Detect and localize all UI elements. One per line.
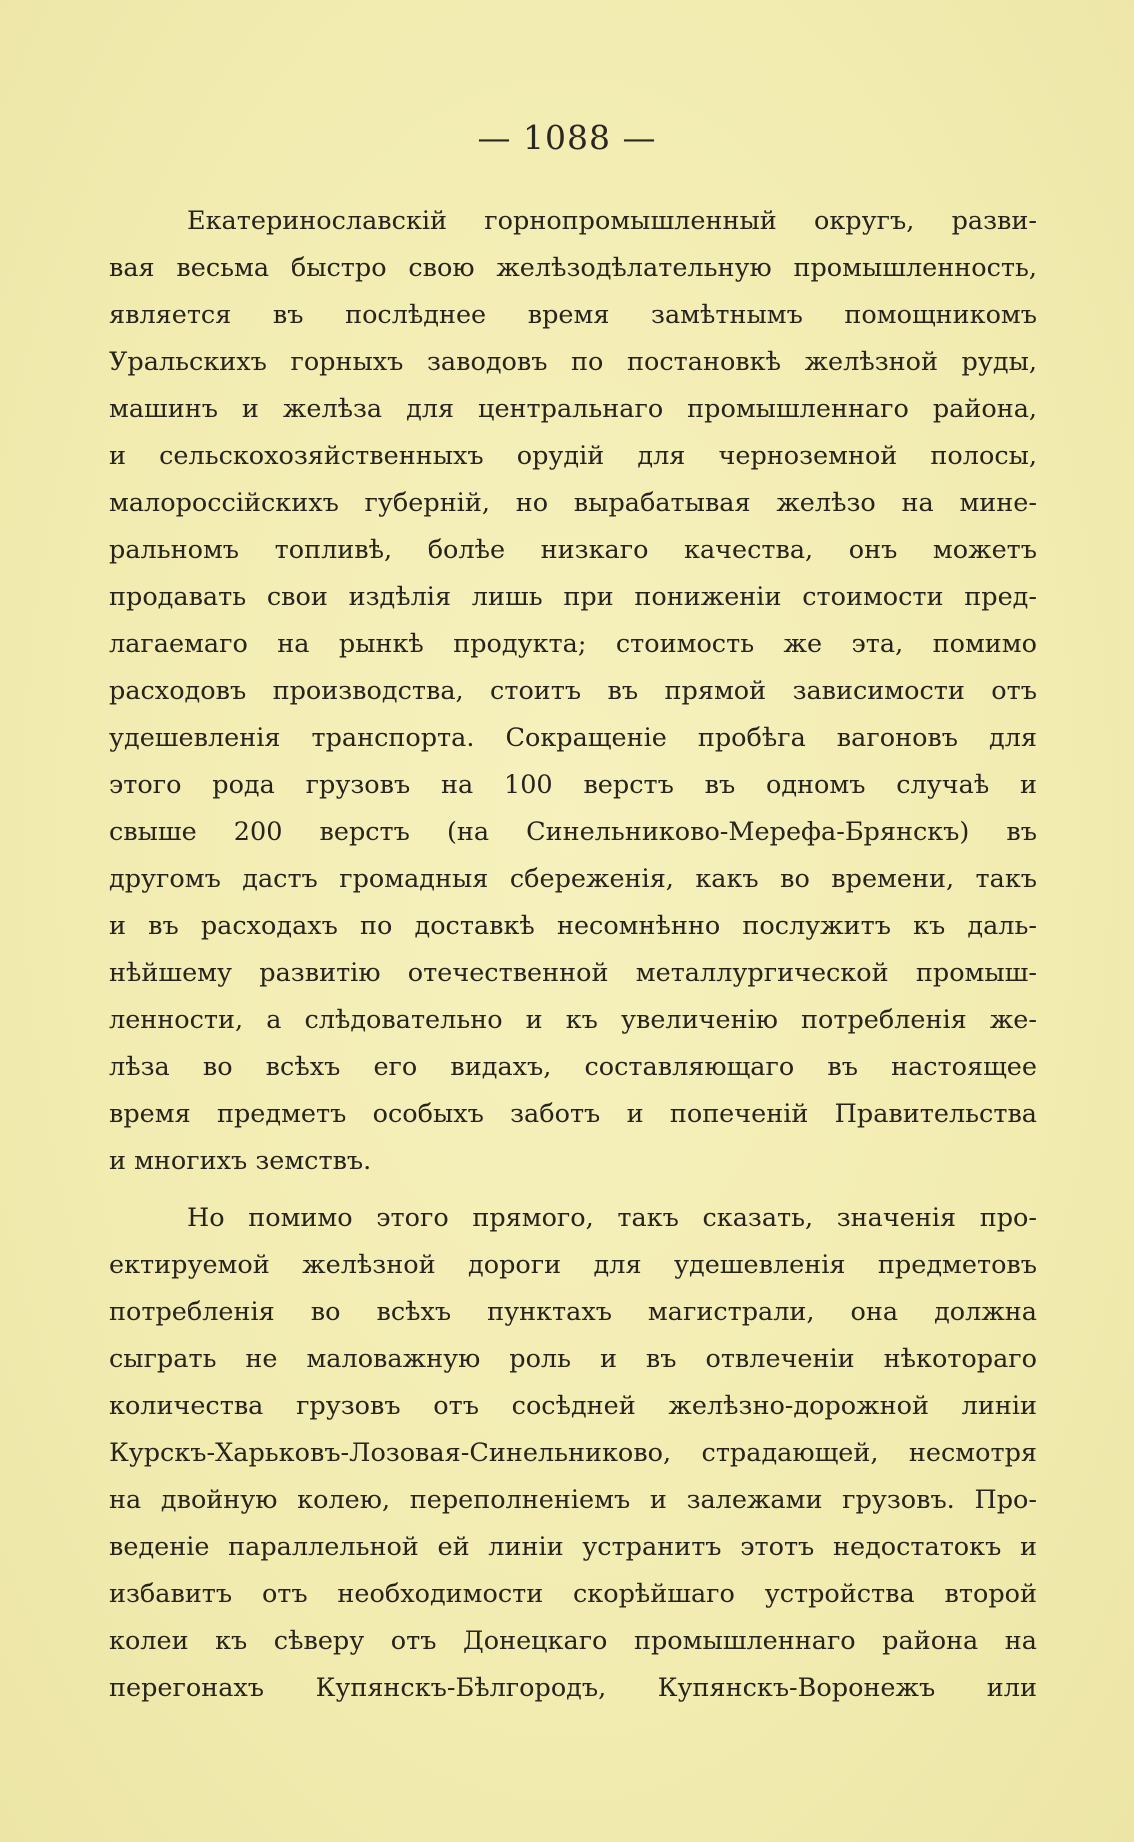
text-line: свыше 200 верстъ (на Синельниково-Мерефа-Брянскъ) въ xyxy=(109,817,1037,847)
text-line: малороссійскихъ губерній, но вырабатывая желѣзо на мине- xyxy=(109,488,1037,518)
text-line: нѣйшему развитію отечественной металлургической промыш- xyxy=(109,958,1037,988)
text-line: время предметъ особыхъ заботъ и попеченій Правительства xyxy=(109,1099,1037,1129)
text-line: на двойную колею, переполненіемъ и залежами грузовъ. Про- xyxy=(109,1485,1037,1515)
text-line: и сельскохозяйственныхъ орудій для черноземной полосы, xyxy=(109,441,1037,471)
text-line: Екатеринославскій горнопромышленный округъ, разви- xyxy=(187,206,1037,236)
text-line: расходовъ производства, стоитъ въ прямой зависимости отъ xyxy=(109,676,1037,706)
text-line: ленности, а слѣдовательно и къ увеличенію потребленія же- xyxy=(109,1005,1037,1035)
text-line: потребленія во всѣхъ пунктахъ магистрали, она должна xyxy=(109,1297,1037,1327)
text-line: и многихъ земствъ. xyxy=(109,1146,372,1176)
text-line: ральномъ топливѣ, болѣе низкаго качества, онъ можетъ xyxy=(109,535,1037,565)
text-line: вая весьма быстро свою желѣзодѣлательную промышленность, xyxy=(109,253,1037,283)
text-line: является въ послѣднее время замѣтнымъ помощникомъ xyxy=(109,300,1037,330)
text-line: продавать свои издѣлія лишь при пониженіи стоимости пред- xyxy=(109,582,1037,612)
text-line: перегонахъ Купянскъ-Бѣлгородъ, Купянскъ-Воронежъ или xyxy=(109,1673,1037,1703)
text-line: Уральскихъ горныхъ заводовъ по постановкѣ желѣзной руды, xyxy=(109,347,1037,377)
text-line: лагаемаго на рынкѣ продукта; стоимость же эта, помимо xyxy=(109,629,1037,659)
paragraph-2 xyxy=(109,1195,1037,1712)
text-line: Но помимо этого прямого, такъ сказать, значенія про- xyxy=(187,1203,1037,1233)
text-line: сыграть не маловажную роль и въ отвлеченіи нѣкотораго xyxy=(109,1344,1037,1374)
text-line: лѣза во всѣхъ его видахъ, составляющаго въ настоящее xyxy=(109,1052,1037,1082)
text-line: Курскъ-Харьковъ-Лозовая-Синельниково, страдающей, несмотря xyxy=(109,1438,1037,1468)
paragraph-1 xyxy=(109,198,1037,1185)
text-line: колеи къ сѣверу отъ Донецкаго промышленнаго района на xyxy=(109,1626,1037,1656)
text-line: машинъ и желѣза для центральнаго промышленнаго района, xyxy=(109,394,1037,424)
text-line: этого рода грузовъ на 100 верстъ въ одномъ случаѣ и xyxy=(109,770,1037,800)
page-number: — 1088 — xyxy=(477,118,657,157)
text-line: другомъ дастъ громадныя сбереженія, какъ во времени, такъ xyxy=(109,864,1037,894)
text-line: количества грузовъ отъ сосѣдней желѣзно-дорожной линіи xyxy=(109,1391,1037,1421)
text-line: и въ расходахъ по доставкѣ несомнѣнно послужитъ къ даль- xyxy=(109,911,1037,941)
text-line: удешевленія транспорта. Сокращеніе пробѣга вагоновъ для xyxy=(109,723,1037,753)
text-line: ектируемой желѣзной дороги для удешевленія предметовъ xyxy=(109,1250,1037,1280)
text-line: избавитъ отъ необходимости скорѣйшаго устройства второй xyxy=(109,1579,1037,1609)
text-line: веденіе параллельной ей линіи устранитъ этотъ недостатокъ и xyxy=(109,1532,1037,1562)
